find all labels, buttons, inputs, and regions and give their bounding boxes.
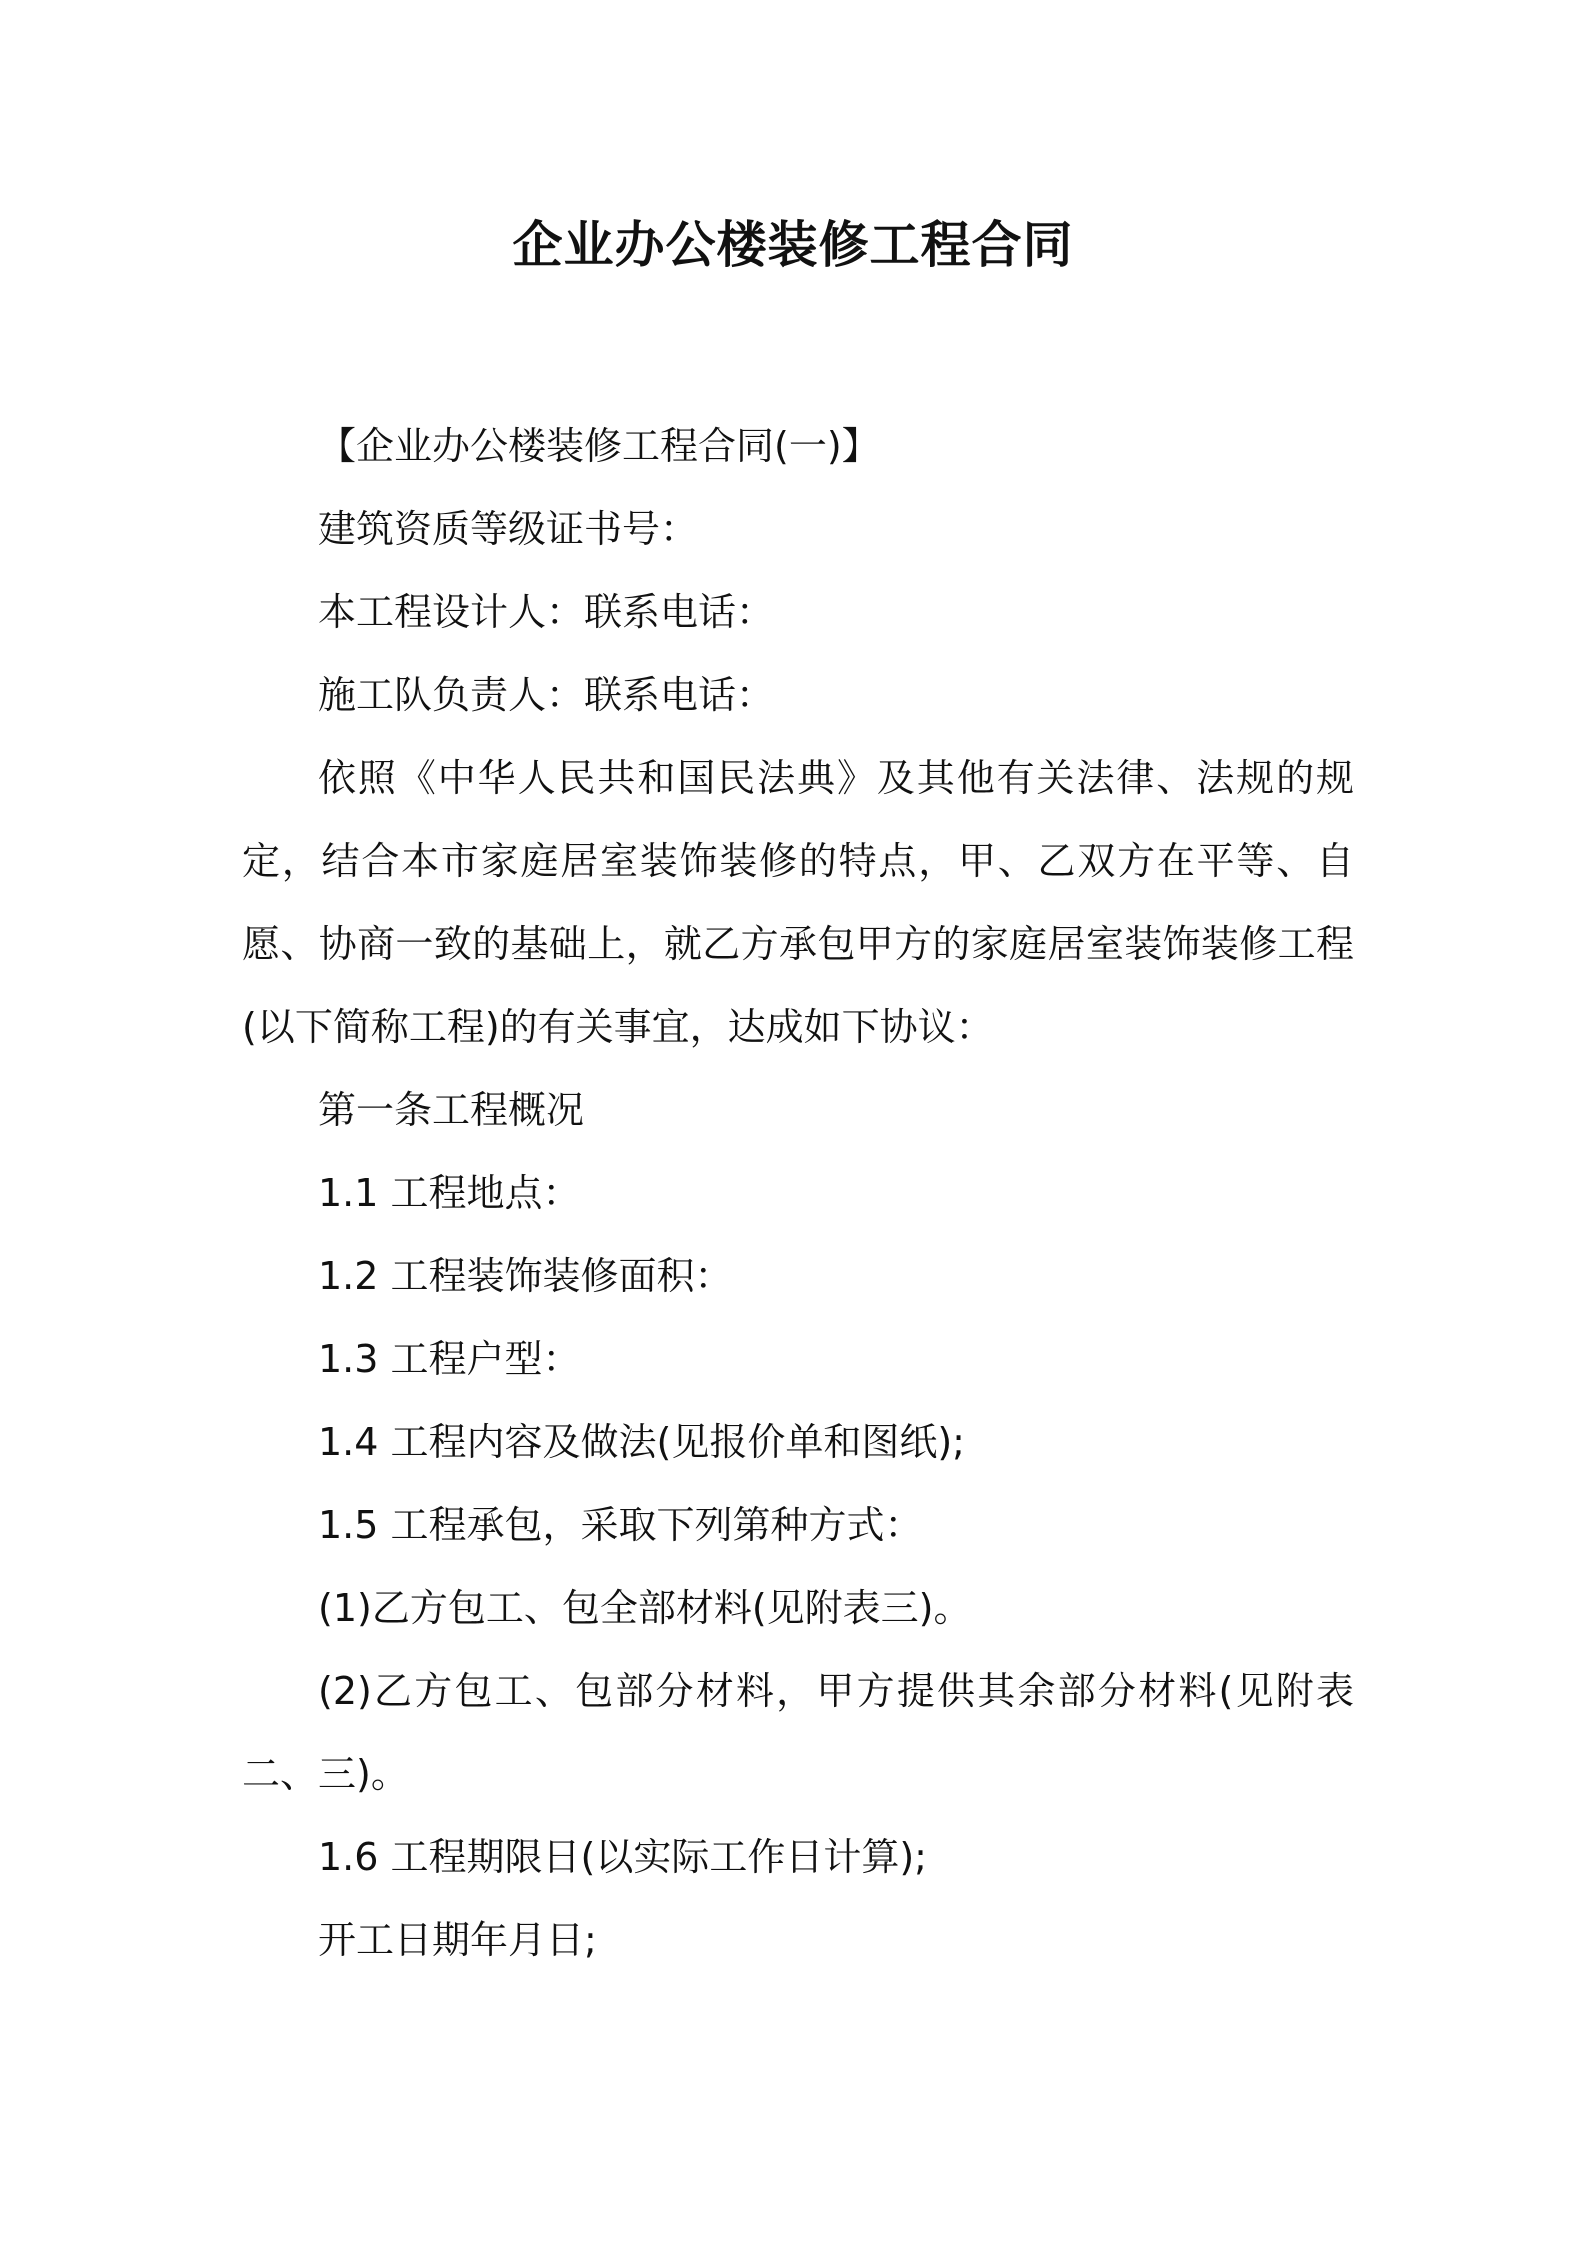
designer-contact-line: 本工程设计人：联系电话： — [318, 590, 775, 634]
preamble-paragraph: 依照《中华人民共和国民法典》及其他有关法律、法规的规定，结合本市家庭居室装饰装修的特点，甲、乙双方在平等、自愿、协商一致的基础上，就乙方承包甲方的家庭居室装饰装修工程(以下简称工程)的有关事宜，达成如下协议： — [242, 756, 1354, 1049]
clause-1-1: 1.1 工程地点： — [318, 1171, 581, 1215]
clause-1-2: 1.2 工程装饰装修面积： — [318, 1254, 733, 1298]
contract-subtitle: 【企业办公楼装修工程合同(一)】 — [318, 424, 880, 468]
clause-option-1: (1)乙方包工、包全部材料(见附表三)。 — [318, 1586, 972, 1630]
clause-1-3: 1.3 工程户型： — [318, 1337, 581, 1381]
start-date-line: 开工日期年月日; — [318, 1918, 597, 1962]
clause-option-2: (2)乙方包工、包部分材料，甲方提供其余部分材料(见附表二、三)。 — [242, 1669, 1354, 1796]
clause-1-6: 1.6 工程期限日(以实际工作日计算); — [318, 1835, 927, 1879]
document-body — [242, 405, 1354, 1982]
construction-lead-contact-line: 施工队负责人：联系电话： — [318, 673, 775, 717]
qualification-certificate-line: 建筑资质等级证书号： — [318, 507, 699, 551]
clause-1-5: 1.5 工程承包，采取下列第种方式： — [318, 1503, 923, 1547]
article-one-heading: 第一条工程概况 — [318, 1088, 585, 1132]
clause-1-4: 1.4 工程内容及做法(见报价单和图纸); — [318, 1420, 965, 1464]
document-title: 企业办公楼装修工程合同 — [512, 216, 1074, 274]
